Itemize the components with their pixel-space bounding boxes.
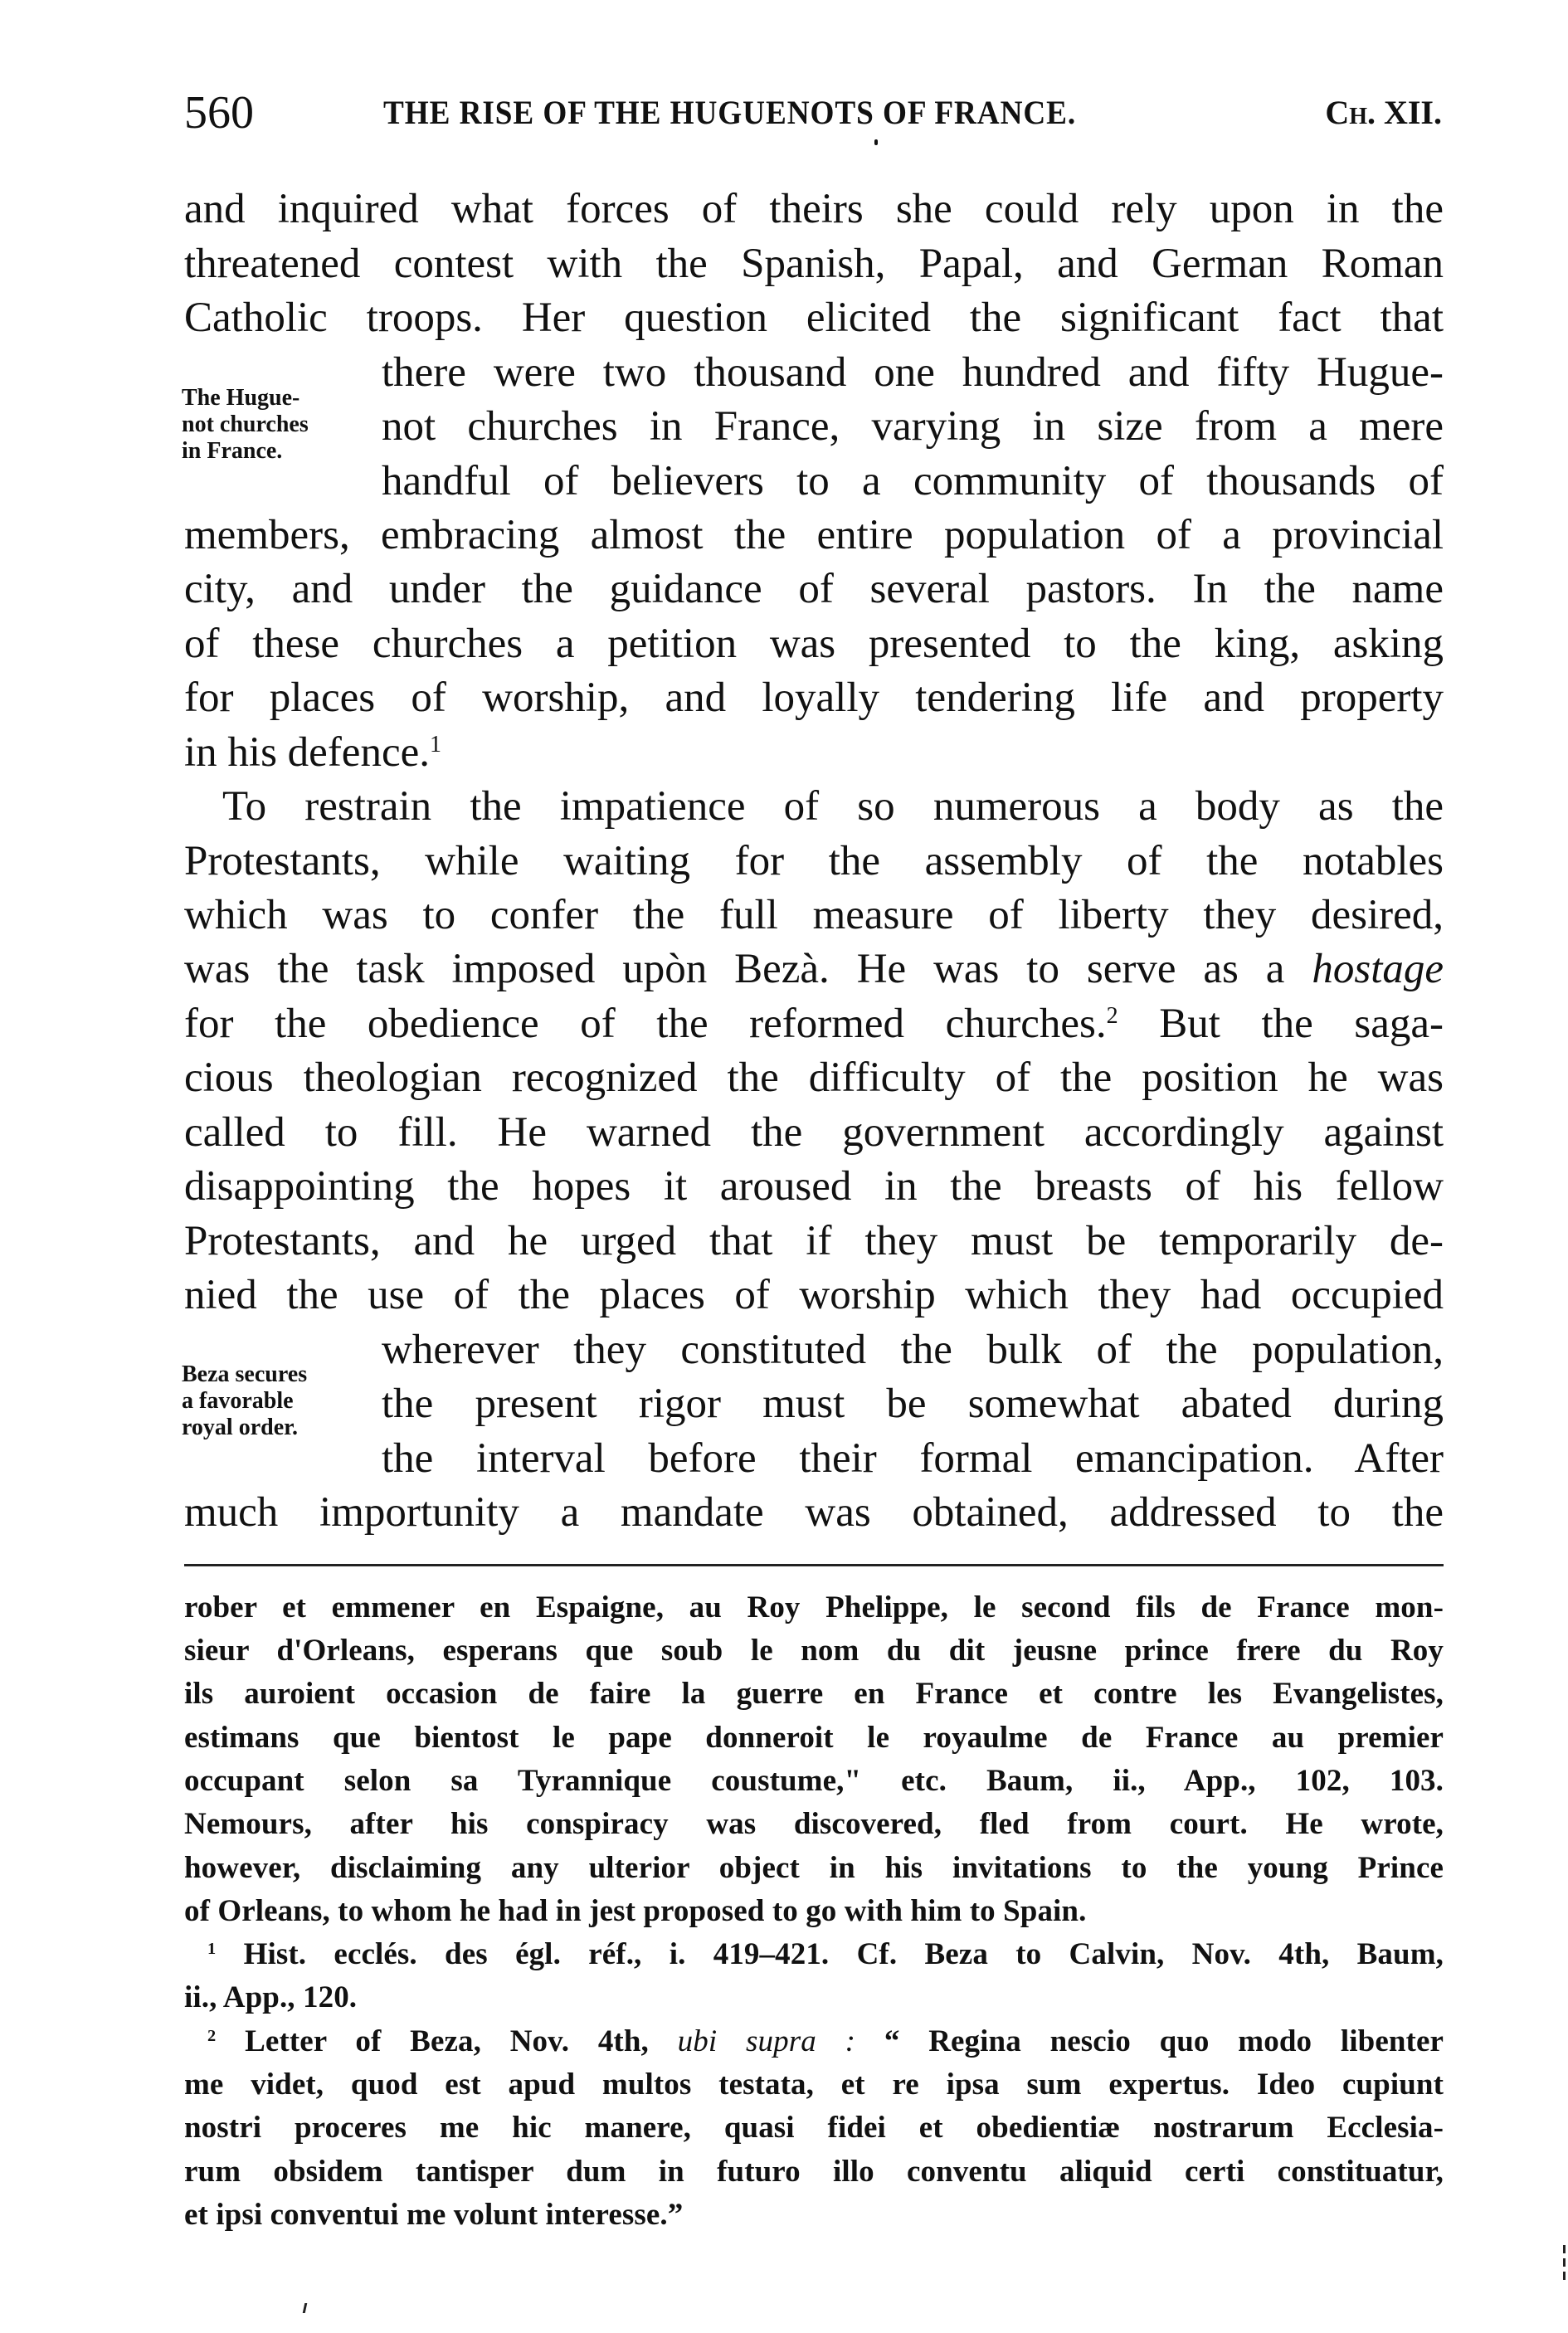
line-text: Protestants, while waiting for the assembly of the notables — [184, 838, 1444, 884]
footnote-text: Hist. ecclés. des égl. réf., i. 419–421. Cf. Beza to Calvin, Nov. 4th, Baum, — [243, 1937, 1444, 1971]
footnote-line: rober et emmener en Espaigne, au Roy Phelippe, le second fils de France mon- — [184, 1590, 1444, 1624]
footnote-line: nostri proceres me hic manere, quasi fidei et obedientiæ nostrarum Ecclesia- — [184, 2111, 1444, 2145]
body-line — [184, 239, 1444, 289]
footnote-line: however, disclaiming any ulterior object in his invitations to the young Prince — [184, 1851, 1444, 1885]
margin-note-line: royal order. — [182, 1415, 298, 1440]
body-line — [184, 1488, 1444, 1537]
footnote-line: occupant selon sa Tyrannique coustume," etc. Baum, ii., App., 102, 103. — [184, 1764, 1444, 1798]
line-text: there were two thousand one hundred and fifty Hugue- — [382, 349, 1444, 396]
line-text: wherever they constituted the bulk of the population, — [382, 1327, 1444, 1373]
scan-speck — [1563, 2258, 1566, 2267]
line-text: Catholic troops. Her question elicited the significant fact that — [184, 295, 1444, 341]
body-line — [382, 1434, 1444, 1483]
body-line — [184, 293, 1444, 343]
body-line — [382, 456, 1444, 506]
body-line — [184, 564, 1444, 614]
line-text: not churches in France, varying in size from a mere — [382, 403, 1444, 450]
footnote-divider — [184, 1564, 1444, 1566]
margin-note-beza-royal-order — [182, 1361, 360, 1441]
footnote-line: et ipsi conventui me volunt interesse.” — [184, 2198, 684, 2232]
body-line — [382, 1325, 1444, 1375]
line-text: cious theologian recognized the difficulty of the position he was — [184, 1054, 1444, 1101]
running-title: THE RISE OF THE HUGUENOTS OF FRANCE. — [383, 94, 1077, 131]
line-text: for the obedience of the reformed churches. — [184, 1001, 1107, 1047]
scan-speck — [1563, 2272, 1566, 2280]
footnote-line: rum obsidem tantisper dum in futuro illo conventu aliquid certi constituatur, — [184, 2155, 1444, 2189]
footnote-line: estimans que bientost le pape donneroit le royaulme de France au premier — [184, 1721, 1444, 1755]
line-text: the interval before their formal emancipation. After — [382, 1435, 1444, 1482]
body-line — [184, 1162, 1444, 1211]
margin-note-line: not churches — [182, 412, 309, 437]
line-text: nied the use of the places of worship which they had occupied — [184, 1272, 1444, 1318]
scan-speck — [303, 2303, 308, 2313]
line-text: disappointing the hopes it aroused in the breasts of his fellow — [184, 1163, 1444, 1210]
footnote-marker: 2 — [207, 2026, 217, 2045]
footnote-ref-2[interactable]: 2 — [1106, 1003, 1118, 1030]
margin-note-line: The Hugue- — [182, 385, 300, 411]
line-text: was the task imposed upòn Bezà. He was to serve as a — [184, 946, 1285, 992]
line-text: in his defence. — [184, 729, 430, 776]
line-text: much importunity a mandate was obtained, addressed to the — [184, 1489, 1444, 1536]
footnote-text: Letter of Beza, Nov. 4th, — [245, 2024, 649, 2058]
page-number: 560 — [184, 87, 254, 139]
footnote-line: me videt, quod est apud multos testata, et re ipsa sum expertus. Ideo cupiunt — [184, 2068, 1444, 2102]
body-line — [382, 402, 1444, 451]
line-text: But the saga- — [1118, 1001, 1444, 1047]
footnote-marker: 1 — [207, 1939, 217, 1958]
body-line — [184, 836, 1444, 886]
body-line — [184, 728, 1444, 777]
margin-note-line: a favorable — [182, 1388, 294, 1414]
chapter-label: Ch. XII. — [1325, 94, 1442, 131]
line-text: To restrain the impatience of so numerous a body as the — [222, 783, 1444, 830]
footnote-line: of Orleans, to whom he had in jest proposed to go with him to Spain. — [184, 1894, 1087, 1928]
body-line — [184, 1270, 1444, 1320]
line-text: for places of worship, and loyally tendering life and property — [184, 675, 1444, 721]
line-text: threatened contest with the Spanish, Papal, and German Roman — [184, 241, 1444, 287]
line-text: which was to confer the full measure of liberty they desired, — [184, 892, 1444, 938]
footnote-line: sieur d'Orleans, esperans que soub le nom du dit jeusne prince frere du Roy — [184, 1634, 1444, 1668]
footnote-ref-1[interactable]: 1 — [429, 732, 441, 758]
line-text: Protestants, and he urged that if they must be temporarily de- — [184, 1218, 1444, 1264]
scan-speck — [1563, 2245, 1566, 2253]
line-text: of these churches a petition was presented to the king, asking — [184, 621, 1444, 667]
margin-note-huguenot-churches — [182, 385, 360, 465]
footnote-2 — [207, 2022, 1444, 2062]
body-line — [184, 1108, 1444, 1157]
print-speck — [874, 139, 878, 145]
italic-word: hostage — [1312, 946, 1444, 992]
footnote-text: “ Regina nescio quo modo libenter — [884, 2024, 1444, 2058]
footnote-line: ii., App., 120. — [184, 1980, 358, 2014]
body-line — [184, 673, 1444, 723]
footnote-1 — [207, 1935, 1444, 1975]
body-line — [184, 619, 1444, 669]
footnote-line: ils auroient occasion de faire la guerre en France et contre les Evangelistes, — [184, 1677, 1444, 1711]
line-text: called to fill. He warned the government accordingly against — [184, 1109, 1444, 1156]
margin-note-line: Beza secures — [182, 1361, 308, 1387]
line-text: the present rigor must be somewhat abated during — [382, 1381, 1444, 1427]
footnote-italic: ubi supra : — [677, 2024, 856, 2058]
body-line — [184, 999, 1444, 1049]
body-line — [184, 944, 1444, 994]
body-line — [184, 510, 1444, 560]
margin-note-line: in France. — [182, 438, 283, 464]
footnote-line: Nemours, after his conspiracy was discovered, fled from court. He wrote, — [184, 1807, 1444, 1841]
body-line — [184, 1053, 1444, 1103]
body-line — [222, 782, 1444, 831]
body-line — [382, 1379, 1444, 1429]
body-line — [184, 890, 1444, 940]
line-text: city, and under the guidance of several pastors. In the name — [184, 566, 1444, 612]
line-text: and inquired what forces of theirs she could rely upon in the — [184, 186, 1444, 232]
body-line — [184, 1216, 1444, 1266]
line-text: members, embracing almost the entire population of a provincial — [184, 512, 1444, 558]
line-text: handful of believers to a community of thousands of — [382, 458, 1444, 504]
body-line — [184, 184, 1444, 234]
body-line — [382, 348, 1444, 397]
